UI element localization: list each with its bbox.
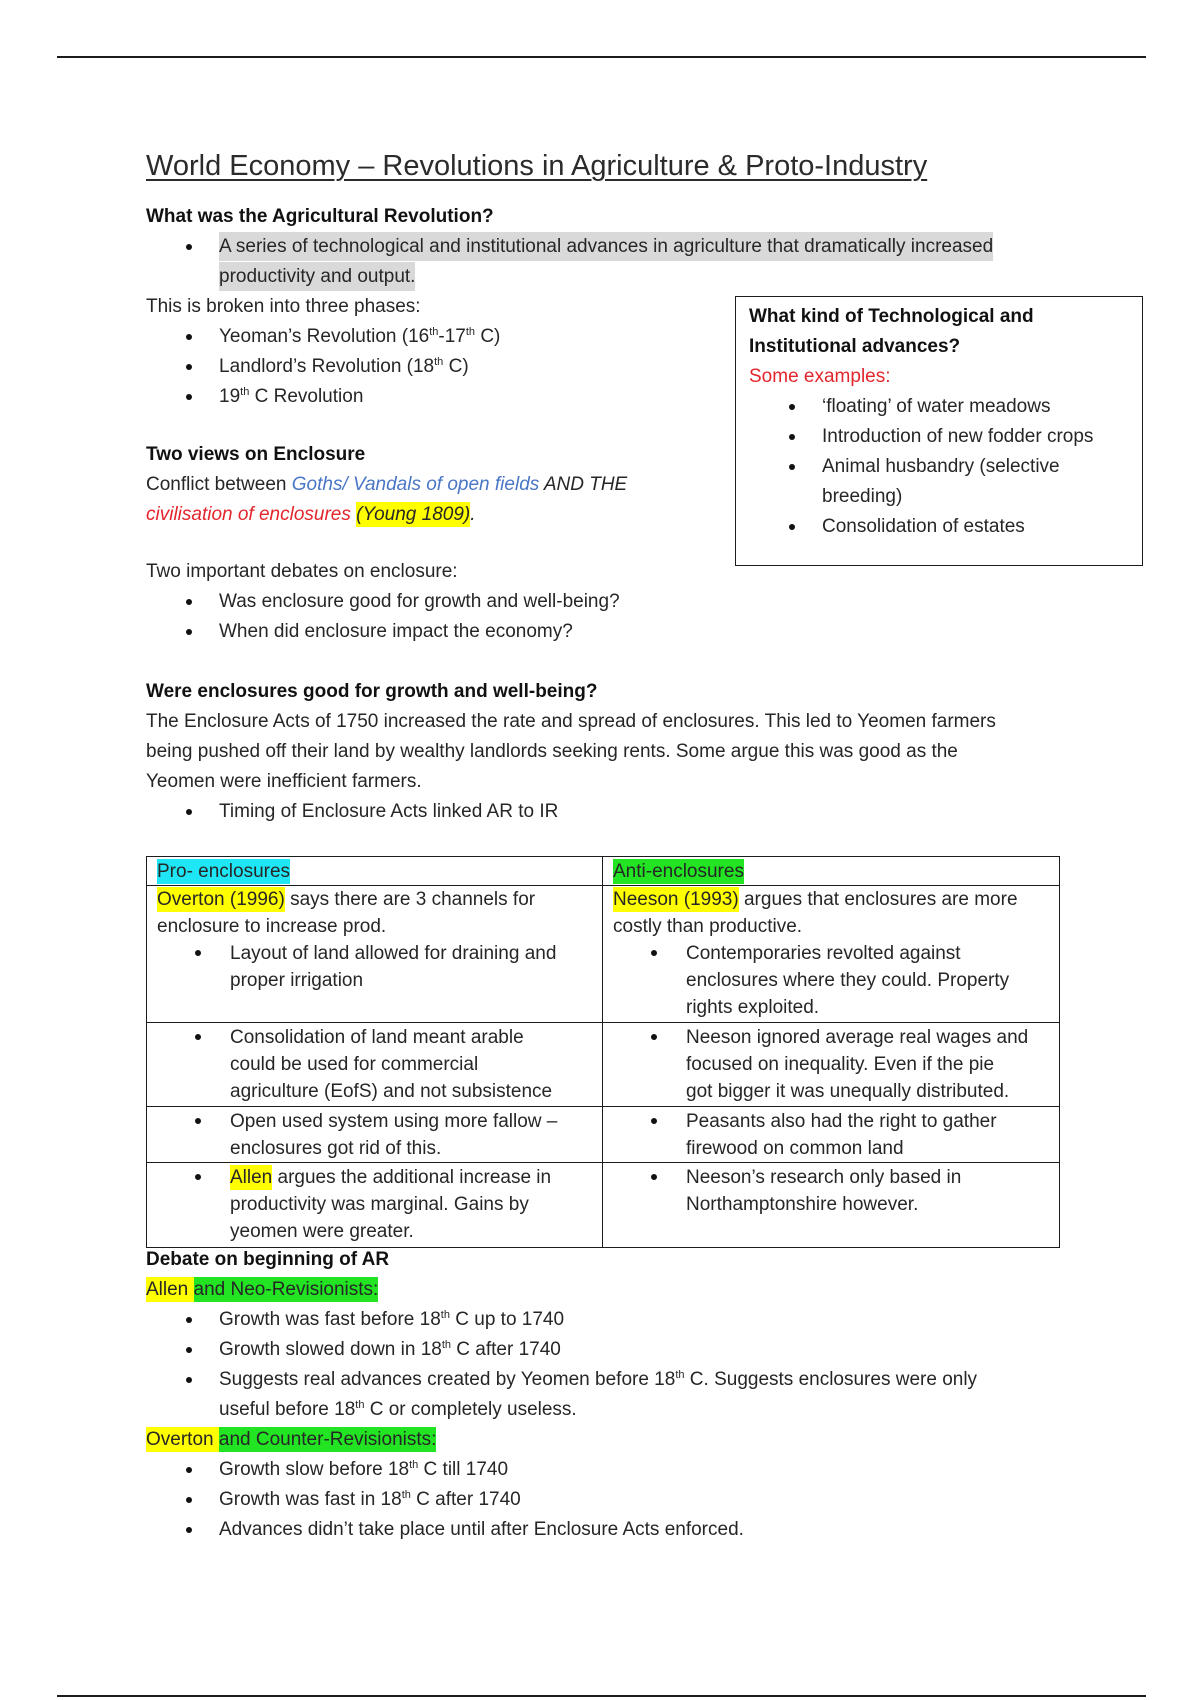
box-heading: What kind of Technological and: [749, 306, 1034, 327]
paragraph-line: Yeomen were inefficient farmers.: [146, 771, 422, 792]
bullet-icon: [195, 950, 201, 956]
two-views-section: [146, 440, 627, 530]
section-heading: Debate on beginning of AR: [146, 1249, 390, 1270]
cell-line: costly than productive.: [613, 916, 803, 937]
anti-cell: [603, 1107, 1060, 1163]
allen-point: [146, 1335, 977, 1365]
cell-text: Neeson’s research only based in: [686, 1167, 962, 1188]
section-heading: What was the Agricultural Revolution?: [146, 206, 494, 227]
bullet-icon: [651, 1174, 657, 1180]
definition-bullet: [146, 232, 993, 262]
cell-text: firewood on common land: [686, 1138, 904, 1159]
pro-cell: [147, 1023, 603, 1107]
allen-point-continuation: [146, 1395, 977, 1425]
cell-line: [157, 886, 592, 913]
overton-point: [146, 1485, 977, 1515]
cell-bullet-continuation: [157, 1191, 592, 1218]
cell-text: Peasants also had the right to gather: [686, 1111, 997, 1132]
cell-bullet: [157, 1024, 592, 1051]
pro-header: Pro- enclosures: [157, 861, 291, 882]
box-item-text: Animal husbandry (selective: [822, 456, 1060, 477]
cell-line: enclosure to increase prod.: [157, 916, 387, 937]
bullet-icon: [195, 1118, 201, 1124]
debate-text: When did enclosure impact the economy?: [219, 621, 573, 642]
conflict-joiner: AND THE: [539, 474, 628, 495]
ordinal-suffix: th: [355, 1399, 365, 1411]
group-name: and Neo-Revisionists:: [193, 1279, 379, 1300]
point-text: Advances didn’t take place until after Enclosure Acts enforced.: [219, 1519, 744, 1540]
point-text: C up to 1740: [449, 1309, 565, 1330]
bullet-icon: [186, 1467, 192, 1473]
top-rule: [57, 56, 1146, 58]
cell-text: Neeson ignored average real wages and: [686, 1027, 1029, 1048]
table-row: [147, 1023, 1060, 1107]
ordinal-suffix: th: [434, 356, 444, 368]
cell-bullet: [613, 940, 1049, 967]
anti-cell: [603, 1163, 1060, 1248]
bullet-icon: [186, 364, 192, 370]
cell-bullet: [613, 1164, 1049, 1191]
ordinal-suffix: th: [675, 1369, 685, 1381]
bullet-icon: [651, 1034, 657, 1040]
phase-text: Landlord’s Revolution (18: [219, 356, 435, 377]
paragraph-line: being pushed off their land by wealthy landlords seeking rents. Some argue this was good as the: [146, 741, 958, 762]
pro-cell: [147, 886, 603, 1023]
cell-text: agriculture (EofS) and not subsistence: [230, 1081, 553, 1102]
debates-intro: Two important debates on enclosure:: [146, 561, 458, 582]
box-list-item-continuation: [749, 482, 1142, 512]
ordinal-suffix: th: [240, 386, 250, 398]
cell-text: Contemporaries revolted against: [686, 943, 961, 964]
bullet-icon: [186, 1497, 192, 1503]
point-text: C or completely useless.: [364, 1399, 577, 1420]
point-text: C after 1740: [451, 1339, 561, 1360]
cell-bullet-continuation: [613, 1078, 1049, 1105]
conflict-line: [146, 470, 627, 500]
pro-cell: [147, 1107, 603, 1163]
cell-bullet-continuation: [613, 1191, 1049, 1218]
point-text: useful before 18: [219, 1399, 356, 1420]
allen-point: [146, 1365, 977, 1395]
tech-advances-box: [735, 296, 1143, 566]
allen-point: [146, 1305, 977, 1335]
cell-bullet-continuation: [613, 994, 1049, 1021]
allen-group-label: [146, 1275, 977, 1305]
enclosure-comparison-table: [146, 856, 1060, 1248]
cell-bullet: [613, 1108, 1049, 1135]
anti-cell: [603, 1023, 1060, 1107]
definition-text: A series of technological and institutional advances in agriculture that dramatically increased: [219, 232, 993, 261]
point-text: C after 1740: [410, 1489, 521, 1510]
bullet-icon: [186, 1377, 192, 1383]
box-item-text: ‘floating’ of water meadows: [822, 396, 1051, 417]
bullet-icon: [789, 464, 795, 470]
definition-text: productivity and output.: [219, 262, 415, 291]
citation: (Young 1809): [356, 504, 471, 525]
paragraph-line: The Enclosure Acts of 1750 increased the rate and spread of enclosures. This led to Yeomen farmers: [146, 711, 996, 732]
citation: Neeson (1993): [613, 889, 739, 910]
point-text: Growth slow before 18: [219, 1459, 410, 1480]
cell-bullet-continuation: [613, 1135, 1049, 1162]
cell-text: Layout of land allowed for draining and: [230, 943, 557, 964]
cell-text: enclosures where they could. Property: [686, 970, 1010, 991]
point-text: C. Suggests enclosures were only: [684, 1369, 978, 1390]
cell-text: Consolidation of land meant arable: [230, 1027, 524, 1048]
goths-vandals-phrase: Goths/ Vandals of open fields: [291, 474, 540, 495]
cell-text: Northamptonshire however.: [686, 1194, 919, 1215]
cell-text: argues the additional increase in: [272, 1167, 552, 1188]
citation: Overton (1996): [157, 889, 285, 910]
conflict-lead: Conflict between: [146, 474, 292, 495]
debates-section: [146, 557, 620, 647]
phase-text: C): [443, 356, 469, 377]
page-title: World Economy – Revolutions in Agriculture & Proto-Industry: [146, 150, 928, 182]
bullet-icon: [651, 1118, 657, 1124]
ordinal-suffix: th: [465, 326, 476, 338]
cell-text: rights exploited.: [686, 997, 820, 1018]
bullet-icon: [186, 1317, 192, 1323]
cell-text: enclosures got rid of this.: [230, 1138, 442, 1159]
debate-item: [146, 587, 620, 617]
pro-header-cell: [147, 857, 603, 886]
cell-bullet-continuation: [613, 967, 1049, 994]
point-text: Growth slowed down in 18: [219, 1339, 442, 1360]
overton-point: [146, 1455, 977, 1485]
anti-cell: [603, 886, 1060, 1023]
bottom-rule: [57, 1695, 1146, 1697]
bullet-icon: [186, 1527, 192, 1533]
group-author: Allen: [146, 1279, 194, 1300]
timing-bullet: [146, 797, 996, 827]
citation: Allen: [230, 1167, 273, 1188]
cell-text: could be used for commercial: [230, 1054, 479, 1075]
box-list-item: [749, 452, 1142, 482]
cell-bullet-continuation: [157, 1078, 592, 1105]
table-row: [147, 1163, 1060, 1248]
cell-bullet: [157, 940, 592, 967]
point-text: Growth was fast before 18: [219, 1309, 441, 1330]
cell-bullet: [157, 1108, 592, 1135]
phase-text: C): [475, 326, 501, 347]
cell-text: focused on inequality. Even if the pie: [686, 1054, 995, 1075]
ordinal-suffix: th: [429, 326, 439, 338]
debate-item: [146, 617, 620, 647]
cell-text: productivity was marginal. Gains by: [230, 1194, 529, 1215]
group-name: and Counter-Revisionists:: [218, 1429, 437, 1450]
box-item-text: Consolidation of estates: [822, 516, 1025, 537]
cell-text: argues that enclosures are more: [738, 889, 1018, 910]
cell-text: proper irrigation: [230, 970, 364, 991]
ordinal-suffix: th: [441, 1339, 452, 1351]
cell-bullet-continuation: [157, 1135, 592, 1162]
section-heading: Two views on Enclosure: [146, 444, 366, 465]
cell-bullet-continuation: [157, 967, 592, 994]
definition-continuation: [146, 262, 993, 292]
bullet-icon: [186, 809, 192, 815]
ordinal-suffix: th: [401, 1489, 411, 1501]
bullet-icon: [651, 950, 657, 956]
cell-bullet: [157, 1164, 592, 1191]
debate-text: Was enclosure good for growth and well-being?: [219, 591, 620, 612]
anti-header: Anti-enclosures: [613, 861, 744, 882]
conflict-line: [146, 500, 627, 530]
bullet-text: Timing of Enclosure Acts linked AR to IR: [219, 801, 559, 822]
cell-bullet: [613, 1024, 1049, 1051]
cell-text: yeomen were greater.: [230, 1221, 414, 1242]
section-heading: Were enclosures good for growth and well-being?: [146, 681, 598, 702]
box-list-item: [749, 512, 1142, 542]
overton-group-label: [146, 1425, 977, 1455]
bullet-icon: [789, 404, 795, 410]
table-header-row: [147, 857, 1060, 886]
cell-line: [613, 886, 1049, 913]
bullet-icon: [186, 599, 192, 605]
box-item-text: Introduction of new fodder crops: [822, 426, 1094, 447]
point-text: Growth was fast in 18: [219, 1489, 402, 1510]
growth-wellbeing-section: [146, 677, 996, 827]
anti-header-cell: [603, 857, 1060, 886]
bullet-icon: [186, 334, 192, 340]
ordinal-suffix: th: [409, 1459, 419, 1471]
ordinal-suffix: th: [440, 1309, 450, 1321]
box-item-text: breeding): [822, 486, 903, 507]
pro-cell: [147, 1163, 603, 1248]
cell-bullet-continuation: [613, 1051, 1049, 1078]
bullet-icon: [789, 434, 795, 440]
bullet-icon: [186, 1347, 192, 1353]
civilisation-phrase: civilisation of enclosures: [146, 504, 357, 525]
cell-bullet-continuation: [157, 1218, 592, 1245]
phase-text: Yeoman’s Revolution (16: [219, 326, 430, 347]
beginning-of-ar-section: [146, 1245, 977, 1545]
overton-point: [146, 1515, 977, 1545]
group-author: Overton: [146, 1429, 219, 1450]
bullet-icon: [186, 244, 192, 250]
bullet-icon: [195, 1174, 201, 1180]
bullet-icon: [195, 1034, 201, 1040]
point-text: C till 1740: [418, 1459, 509, 1480]
point-text: Suggests real advances created by Yeomen before 18: [219, 1369, 676, 1390]
bullet-icon: [186, 394, 192, 400]
phase-text: C Revolution: [249, 386, 364, 407]
table-row: [147, 1107, 1060, 1163]
box-subheading: Some examples:: [749, 366, 891, 387]
table-row: [147, 886, 1060, 1023]
sentence-end: .: [470, 504, 476, 525]
box-list-item: [749, 392, 1142, 422]
phases-intro: This is broken into three phases:: [146, 296, 421, 317]
phase-text: -17: [438, 326, 466, 347]
cell-text: Open used system using more fallow –: [230, 1111, 558, 1132]
phase-text: 19: [219, 386, 241, 407]
cell-text: says there are 3 channels for: [284, 889, 536, 910]
box-heading: Institutional advances?: [749, 336, 961, 357]
bullet-icon: [789, 524, 795, 530]
cell-bullet-continuation: [157, 1051, 592, 1078]
box-list-item: [749, 422, 1142, 452]
bullet-icon: [186, 629, 192, 635]
cell-text: got bigger it was unequally distributed.: [686, 1081, 1010, 1102]
